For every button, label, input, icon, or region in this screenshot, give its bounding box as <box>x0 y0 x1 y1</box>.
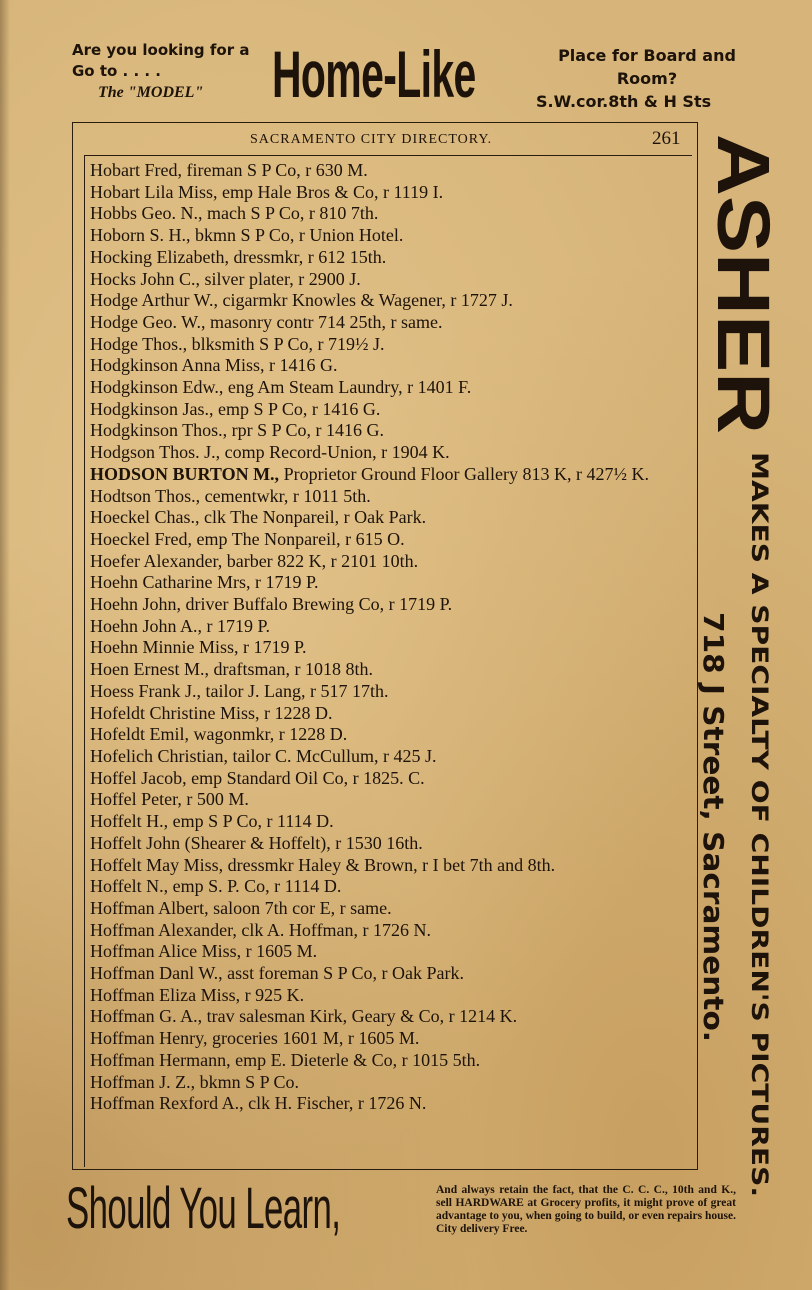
directory-entry-text: Hoffel Peter, r 500 M. <box>90 789 249 810</box>
directory-entry-text: Hobart Lila Miss, emp Hale Bros & Co, r 1119 I. <box>90 181 444 202</box>
directory-entry-text: Hoffman G. A., trav salesman Kirk, Geary & Co, r 1214 K. <box>90 1006 518 1027</box>
directory-entry <box>90 247 690 269</box>
header-right-block <box>536 44 752 113</box>
directory-entry <box>90 1050 690 1072</box>
directory-entry <box>90 659 690 681</box>
side-ad-address-text: 718 J Street, Sacramento. <box>697 612 730 1020</box>
directory-entry <box>90 876 690 898</box>
directory-entry <box>90 312 690 334</box>
running-title: SACRAMENTO CITY DIRECTORY. <box>250 132 493 147</box>
directory-entry-text: Hodgkinson Thos., rpr S P Co, r 1416 G. <box>90 420 385 441</box>
footer-headline: Should You Learn, <box>66 1176 341 1241</box>
directory-entry <box>90 486 690 508</box>
directory-entry <box>90 616 690 638</box>
directory-entry-text: Hoffman Albert, saloon 7th cor E, r same. <box>90 897 392 918</box>
directory-entry <box>90 269 690 291</box>
directory-entry-text: Hoffman J. Z., bkmn S P Co. <box>90 1071 300 1092</box>
header-big-title: Home-Like <box>272 37 476 111</box>
directory-entry-text: Hoffelt H., emp S P Co, r 1114 D. <box>90 811 334 832</box>
directory-entry-text: Hocking Elizabeth, dressmkr, r 612 15th. <box>90 246 387 267</box>
header-left-line3: The "MODEL" <box>98 84 204 101</box>
directory-entry-text: Hoehn John A., r 1719 P. <box>90 615 271 636</box>
directory-entry <box>90 1028 690 1050</box>
side-ad-specialty-text: MAKES A SPECIALTY OF CHILDREN'S PICTURES. <box>746 452 771 1036</box>
directory-entry <box>90 355 690 377</box>
directory-entry-text: Hodgkinson Edw., eng Am Steam Laundry, r 1401 F. <box>90 377 472 398</box>
directory-entry-text: Hoborn S. H., bkmn S P Co, r Union Hotel. <box>90 225 404 246</box>
directory-entry <box>90 572 690 594</box>
directory-entry-text: Hodge Arthur W., cigarmkr Knowles & Wagener, r 1727 J. <box>90 290 513 311</box>
directory-entry-text: Hofeldt Emil, wagonmkr, r 1228 D. <box>90 724 348 745</box>
directory-entry <box>90 811 690 833</box>
directory-entry-text: Hodgkinson Anna Miss, r 1416 G. <box>90 355 338 376</box>
header-left-line1: Are you looking for a <box>72 41 250 59</box>
directory-entry-text: Hofelich Christian, tailor C. McCullum, r 425 J. <box>90 745 437 766</box>
directory-entry <box>90 529 690 551</box>
directory-entry <box>90 464 690 486</box>
directory-entry <box>90 225 690 247</box>
header-left-line2: Go to . . . . <box>72 62 161 80</box>
directory-entry-text: Hoess Frank J., tailor J. Lang, r 517 17th. <box>90 680 389 701</box>
directory-entry-text: Hoefer Alexander, barber 822 K, r 2101 10th. <box>90 550 419 571</box>
directory-entry-text: Hofeldt Christine Miss, r 1228 D. <box>90 702 333 723</box>
directory-entry <box>90 703 690 725</box>
directory-entry <box>90 855 690 877</box>
directory-entry <box>90 941 690 963</box>
directory-entry <box>90 203 690 225</box>
header-right-line3: S.W.cor.8th & H Sts <box>536 92 712 111</box>
directory-entry <box>90 290 690 312</box>
directory-entry-text: Hoffman Alexander, clk A. Hoffman, r 1726 N. <box>90 919 432 940</box>
directory-entry-text: Hodge Thos., blksmith S P Co, r 719½ J. <box>90 333 385 354</box>
directory-entry-text: Hoen Ernest M., draftsman, r 1018 8th. <box>90 659 373 680</box>
directory-entry-text: Hoffman Rexford A., clk H. Fischer, r 1726 N. <box>90 1093 427 1114</box>
directory-entry <box>90 420 690 442</box>
side-ad-name-text: ASHER <box>702 134 785 394</box>
directory-entry <box>90 1072 690 1094</box>
directory-entry-text: Hoffman Henry, groceries 1601 M, r 1605 M. <box>90 1028 420 1049</box>
directory-entry-text: Hobbs Geo. N., mach S P Co, r 810 7th. <box>90 203 379 224</box>
directory-entry-text: Hoffman Eliza Miss, r 925 K. <box>90 984 305 1005</box>
directory-entry <box>90 1093 690 1115</box>
directory-entry-text: Hoeckel Fred, emp The Nonpareil, r 615 O. <box>90 528 405 549</box>
directory-entry <box>90 377 690 399</box>
directory-entry-text: Hoehn John, driver Buffalo Brewing Co, r 1719 P. <box>90 594 453 615</box>
directory-entry-text: Hoffman Hermann, emp E. Dieterle & Co, r 1015 5th. <box>90 1049 481 1070</box>
directory-entry <box>90 1006 690 1028</box>
directory-entry-text: Hodge Geo. W., masonry contr 714 25th, r same. <box>90 311 443 332</box>
directory-entry <box>90 637 690 659</box>
directory-entry-text: Hoehn Catharine Mrs, r 1719 P. <box>90 572 319 593</box>
directory-entry <box>90 898 690 920</box>
directory-entry-list <box>90 160 690 1115</box>
directory-entry-text: Hoeckel Chas., clk The Nonpareil, r Oak Park. <box>90 507 427 528</box>
directory-entry <box>90 985 690 1007</box>
footer-body: And always retain the fact, that the C. C. C., 10th and K., sell HARDWARE at Grocery profits, it might prove of great advantage to you, when going to build, or even repairs house. City delivery Free. <box>436 1184 736 1235</box>
side-ad-address <box>696 600 736 1050</box>
directory-entry-text: Hoehn Minnie Miss, r 1719 P. <box>90 637 307 658</box>
directory-entry <box>90 833 690 855</box>
directory-entry-text: Hoffelt May Miss, dressmkr Haley & Brown, r I bet 7th and 8th. <box>90 854 556 875</box>
directory-entry-text: Hoffelt N., emp S. P. Co, r 1114 D. <box>90 876 342 897</box>
directory-entry <box>90 551 690 573</box>
directory-entry-text: Hodgkinson Jas., emp S P Co, r 1416 G. <box>90 398 381 419</box>
page-binding-edge <box>0 0 10 1290</box>
directory-entry-text: Hocks John C., silver plater, r 2900 J. <box>90 268 361 289</box>
directory-entry-text: Hoffel Jacob, emp Standard Oil Co, r 1825. C. <box>90 767 425 788</box>
directory-entry-text: Hodgson Thos. J., comp Record-Union, r 1904 K. <box>90 442 450 463</box>
directory-entry <box>90 789 690 811</box>
directory-entry <box>90 507 690 529</box>
directory-entry <box>90 920 690 942</box>
directory-entry-text: Hoffelt John (Shearer & Hoffelt), r 1530 16th. <box>90 832 423 853</box>
header-right-line1: Place for Board and <box>558 46 736 65</box>
directory-entry <box>90 182 690 204</box>
directory-entry <box>90 399 690 421</box>
directory-entry <box>90 746 690 768</box>
directory-entry-text: Hoffman Danl W., asst foreman S P Co, r Oak Park. <box>90 963 464 984</box>
directory-entry <box>90 594 690 616</box>
header-right-line2: Room? <box>616 69 678 88</box>
directory-entry-text: Hobart Fred, fireman S P Co, r 630 M. <box>90 160 368 180</box>
directory-entry <box>90 963 690 985</box>
directory-entry-bold-name: HODSON BURTON M., <box>90 463 280 484</box>
directory-entry <box>90 442 690 464</box>
side-ad-specialty <box>746 450 776 1210</box>
header-left-block <box>72 40 249 103</box>
directory-entry <box>90 768 690 790</box>
directory-entry-text: Hodtson Thos., cementwkr, r 1011 5th. <box>90 485 371 506</box>
page-number: 261 <box>652 128 681 149</box>
directory-entry-text: Hoffman Alice Miss, r 1605 M. <box>90 941 318 962</box>
directory-entry-text: Proprietor Ground Floor Gallery 813 K, r 427½ K. <box>279 463 650 484</box>
side-ad-name <box>700 128 790 458</box>
directory-entry <box>90 334 690 356</box>
directory-entry <box>90 681 690 703</box>
directory-entry <box>90 724 690 746</box>
directory-entry <box>90 160 690 182</box>
